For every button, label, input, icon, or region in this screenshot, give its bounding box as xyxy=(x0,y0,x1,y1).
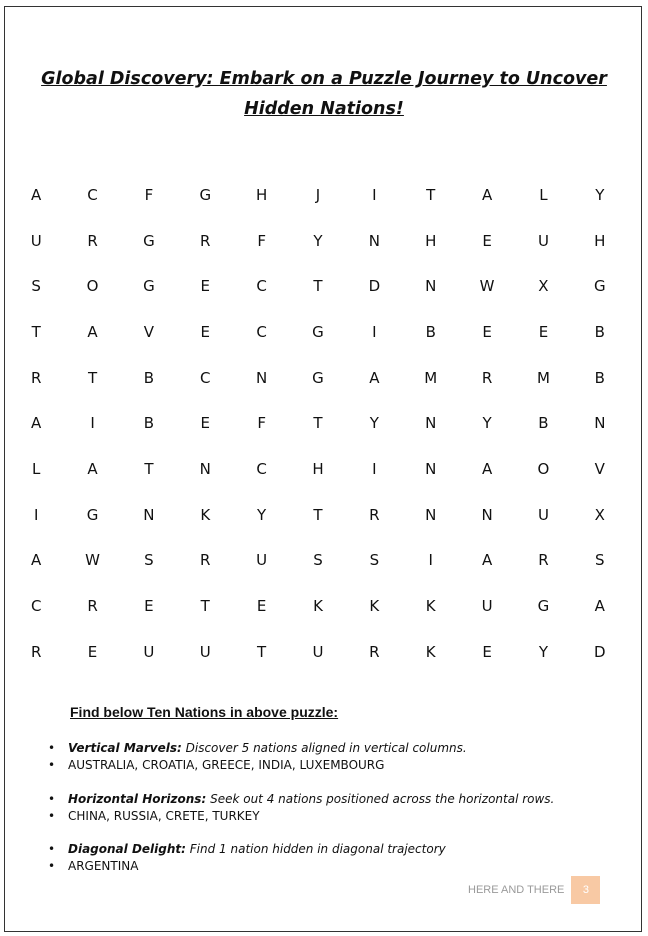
grid-cell: E xyxy=(200,277,210,296)
word-search-grid xyxy=(8,172,628,675)
grid-cell: L xyxy=(539,185,548,204)
grid-cell: L xyxy=(32,459,41,478)
bullet-icon: • xyxy=(48,758,56,772)
grid-cell: F xyxy=(144,185,154,204)
grid-cell: T xyxy=(313,414,323,433)
grid-cell: K xyxy=(425,597,436,616)
grid-cell: E xyxy=(538,322,549,341)
grid-cell: C xyxy=(200,368,211,387)
grid-cell: O xyxy=(86,277,99,296)
grid-cell: E xyxy=(482,322,492,341)
section-horizontal xyxy=(48,792,554,826)
answers-text: AUSTRALIA, CROATIA, GREECE, INDIA, LUXEMBOURG xyxy=(68,758,385,772)
grid-cell: N xyxy=(425,277,437,296)
section-label: Vertical Marvels: xyxy=(68,741,182,755)
footer-text: HERE AND THERE xyxy=(468,884,565,896)
grid-cell: B xyxy=(594,368,605,387)
grid-row xyxy=(8,446,628,492)
grid-cell: U xyxy=(143,642,155,661)
grid-cell: D xyxy=(594,642,606,661)
grid-cell: A xyxy=(87,322,98,341)
grid-cell: O xyxy=(537,459,550,478)
grid-cell: N xyxy=(143,505,155,524)
grid-row xyxy=(8,583,628,629)
answers-text: CHINA, RUSSIA, CRETE, TURKEY xyxy=(68,809,260,823)
grid-cell: T xyxy=(144,459,154,478)
grid-cell: A xyxy=(369,368,380,387)
grid-cell: R xyxy=(538,551,549,570)
grid-cell: H xyxy=(425,231,437,250)
bullet-icon: • xyxy=(48,842,56,856)
find-heading: Find below Ten Nations in above puzzle: xyxy=(70,704,339,720)
grid-cell: N xyxy=(481,505,493,524)
grid-row xyxy=(8,263,628,309)
grid-cell: A xyxy=(87,459,98,478)
grid-cell: N xyxy=(199,459,211,478)
grid-cell: N xyxy=(594,414,606,433)
answers-text: ARGENTINA xyxy=(68,859,139,873)
grid-cell: E xyxy=(200,322,210,341)
grid-cell: G xyxy=(143,231,155,250)
grid-cell: N xyxy=(425,414,437,433)
grid-cell: A xyxy=(594,597,605,616)
grid-row xyxy=(8,538,628,584)
grid-cell: B xyxy=(425,322,436,341)
grid-row xyxy=(8,400,628,446)
grid-cell: B xyxy=(594,322,605,341)
grid-cell: Y xyxy=(313,231,323,250)
grid-cell: T xyxy=(87,368,98,387)
grid-cell: N xyxy=(256,368,268,387)
grid-cell: E xyxy=(87,642,98,661)
grid-cell: Y xyxy=(257,505,267,524)
grid-cell: U xyxy=(537,231,549,250)
grid-cell: E xyxy=(200,414,210,433)
grid-cell: E xyxy=(144,597,154,616)
grid-cell: G xyxy=(86,505,99,524)
grid-cell: H xyxy=(594,231,606,250)
grid-cell: T xyxy=(257,642,267,661)
grid-cell: X xyxy=(594,505,605,524)
grid-row xyxy=(8,355,628,401)
grid-cell: B xyxy=(538,414,549,433)
grid-cell: C xyxy=(256,322,267,341)
bullet-icon: • xyxy=(48,741,56,755)
grid-cell: C xyxy=(87,185,98,204)
section-answers xyxy=(48,859,446,876)
page-number: 3 xyxy=(571,876,600,904)
bullet-icon: • xyxy=(48,859,56,873)
section-description xyxy=(48,842,446,859)
grid-cell: I xyxy=(33,505,39,524)
section-label: Diagonal Delight: xyxy=(68,842,186,856)
section-diagonal xyxy=(48,842,446,876)
grid-cell: I xyxy=(372,322,377,341)
section-desc: Discover 5 nations aligned in vertical columns. xyxy=(185,741,467,755)
page-title: Global Discovery: Embark on a Puzzle Journey to Uncover Hidden Nations! xyxy=(41,69,607,119)
grid-cell: R xyxy=(369,505,380,524)
section-description xyxy=(48,741,467,758)
section-answers xyxy=(48,758,467,775)
grid-cell: N xyxy=(425,505,437,524)
grid-row xyxy=(8,218,628,264)
grid-cell: C xyxy=(256,459,267,478)
grid-cell: A xyxy=(31,185,42,204)
grid-cell: E xyxy=(482,642,492,661)
grid-cell: R xyxy=(87,597,98,616)
grid-cell: G xyxy=(312,322,324,341)
grid-cell: G xyxy=(312,368,324,387)
bullet-icon: • xyxy=(48,792,56,806)
grid-cell: U xyxy=(30,231,42,250)
grid-cell: H xyxy=(312,459,324,478)
grid-cell: U xyxy=(312,642,324,661)
grid-cell: B xyxy=(143,414,155,433)
grid-cell: A xyxy=(481,185,493,204)
grid-cell: Y xyxy=(482,414,492,433)
grid-cell: S xyxy=(31,277,41,296)
grid-cell: G xyxy=(537,597,550,616)
grid-cell: I xyxy=(372,185,377,204)
grid-row xyxy=(8,492,628,538)
grid-cell: G xyxy=(593,277,606,296)
section-desc: Find 1 nation hidden in diagonal trajectory xyxy=(189,842,446,856)
grid-cell: G xyxy=(199,185,212,204)
grid-cell: K xyxy=(425,642,436,661)
grid-cell: G xyxy=(143,277,155,296)
grid-cell: E xyxy=(256,597,267,616)
grid-cell: S xyxy=(144,551,154,570)
section-answers xyxy=(48,809,554,826)
section-label: Horizontal Horizons: xyxy=(68,792,207,806)
grid-cell: R xyxy=(87,231,98,250)
grid-cell: I xyxy=(372,459,377,478)
grid-cell: W xyxy=(85,551,100,570)
grid-cell: Y xyxy=(538,642,549,661)
grid-cell: A xyxy=(481,551,493,570)
grid-cell: A xyxy=(31,551,42,570)
grid-cell: C xyxy=(256,277,267,296)
grid-row xyxy=(8,309,628,355)
grid-cell: V xyxy=(594,459,605,478)
grid-cell: R xyxy=(369,642,380,661)
grid-row xyxy=(8,172,628,218)
grid-cell: R xyxy=(200,551,211,570)
grid-cell: S xyxy=(313,551,323,570)
grid-cell: S xyxy=(369,551,380,570)
grid-cell: U xyxy=(256,551,268,570)
grid-cell: M xyxy=(424,368,438,387)
grid-cell: I xyxy=(90,414,95,433)
grid-cell: U xyxy=(481,597,493,616)
grid-cell: T xyxy=(31,322,41,341)
grid-row xyxy=(8,629,628,675)
grid-cell: Y xyxy=(369,414,379,433)
grid-cell: C xyxy=(30,597,42,616)
grid-cell: R xyxy=(30,642,42,661)
section-vertical xyxy=(48,741,467,775)
grid-cell: A xyxy=(31,414,42,433)
grid-cell: W xyxy=(479,277,495,296)
grid-cell: A xyxy=(481,459,493,478)
grid-cell: T xyxy=(313,277,323,296)
grid-cell: K xyxy=(200,505,211,524)
grid-cell: R xyxy=(30,368,42,387)
section-desc: Seek out 4 nations positioned across the horizontal rows. xyxy=(210,792,555,806)
grid-cell: J xyxy=(315,185,321,204)
page-footer xyxy=(468,876,600,904)
grid-cell: F xyxy=(257,414,266,433)
grid-cell: T xyxy=(313,505,323,524)
grid-cell: K xyxy=(369,597,380,616)
grid-cell: D xyxy=(368,277,381,296)
grid-cell: M xyxy=(536,368,550,387)
grid-cell: N xyxy=(425,459,437,478)
grid-cell: S xyxy=(595,551,605,570)
grid-cell: R xyxy=(481,368,493,387)
grid-cell: N xyxy=(368,231,380,250)
grid-cell: V xyxy=(143,322,155,341)
grid-cell: U xyxy=(537,505,549,524)
grid-cell: F xyxy=(257,231,266,250)
grid-cell: H xyxy=(255,185,268,204)
grid-cell: I xyxy=(428,551,433,570)
grid-cell: T xyxy=(200,597,210,616)
bullet-icon: • xyxy=(48,809,56,823)
grid-cell: K xyxy=(313,597,323,616)
grid-cell: R xyxy=(200,231,211,250)
grid-cell: B xyxy=(143,368,155,387)
grid-cell: Y xyxy=(595,185,605,204)
grid-cell: T xyxy=(426,185,436,204)
grid-cell: U xyxy=(199,642,211,661)
section-description xyxy=(48,792,554,809)
grid-cell: E xyxy=(482,231,492,250)
grid-cell: X xyxy=(538,277,549,296)
